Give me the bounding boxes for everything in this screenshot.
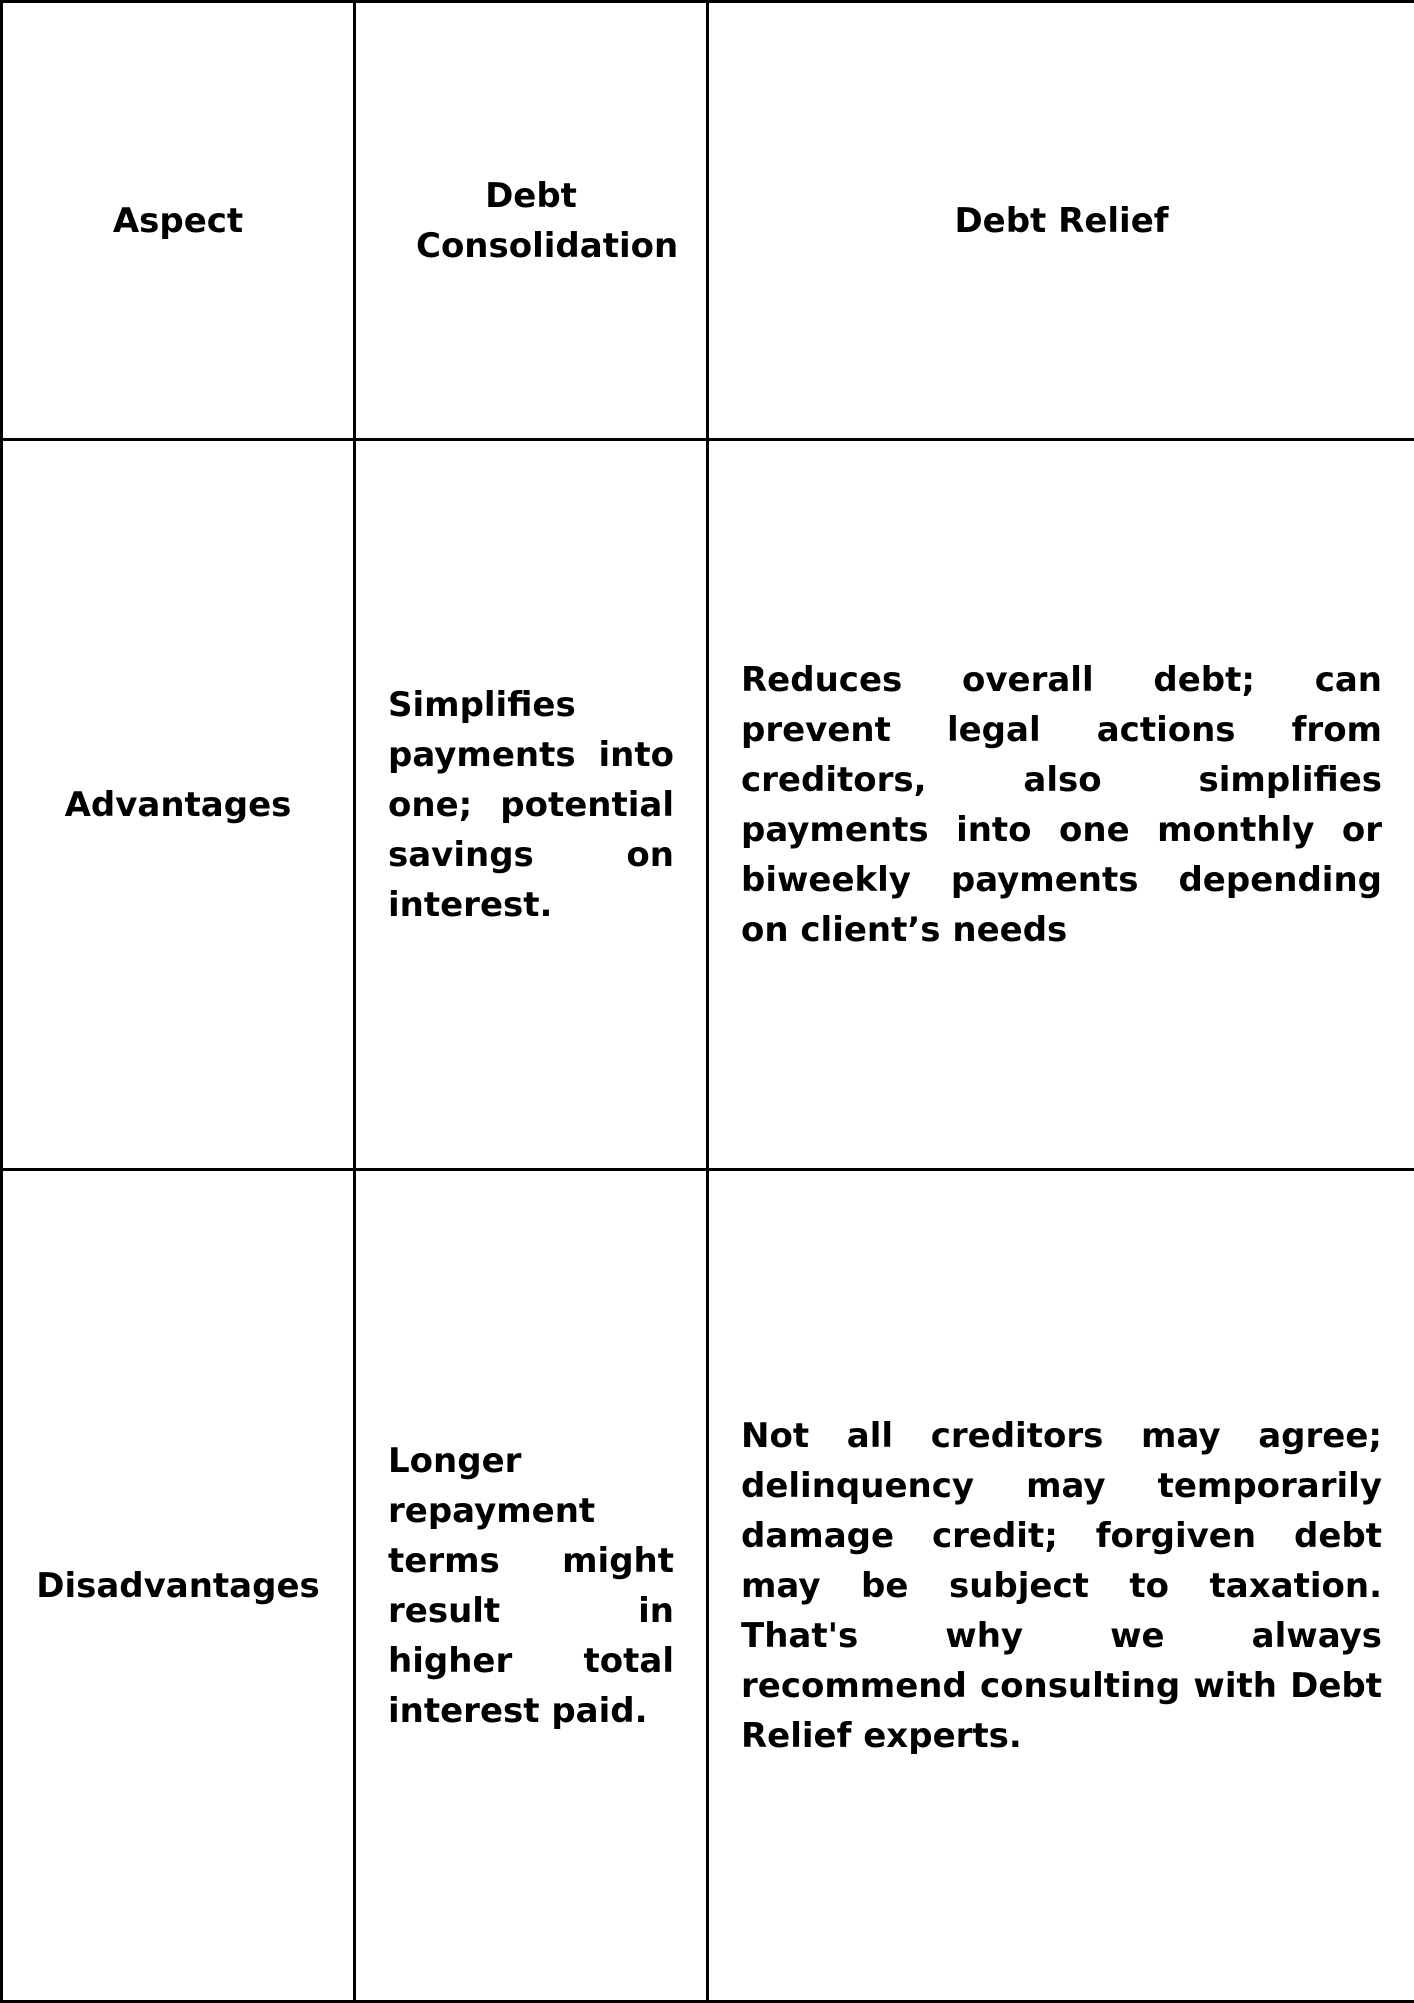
header-debt-consolidation: Debt Consolidation [355, 2, 708, 440]
cell-consolidation-advantages: Simplifies payments into one; potential savings on interest. [355, 440, 708, 1170]
row-label-advantages: Advantages [2, 440, 355, 1170]
header-aspect: Aspect [2, 2, 355, 440]
cell-relief-disadvantages: Not all creditors may agree; delinquency may temporarily damage credit; forgiven debt may be subject to taxation. That's why we always recommend consulting with Debt Relief experts. [708, 1170, 1414, 2002]
table-row [2, 440, 1414, 1170]
table-row [2, 1170, 1414, 2002]
table-header-row [2, 2, 1414, 440]
cell-relief-advantages: Reduces overall debt; can prevent legal actions from creditors, also simplifies payments into one monthly or biweekly payments depending on client’s needs [708, 440, 1414, 1170]
header-debt-relief: Debt Relief [708, 2, 1414, 440]
cell-consolidation-disadvantages: Longer repayment terms might result in higher total interest paid. [355, 1170, 708, 2002]
row-label-disadvantages: Disadvantages [2, 1170, 355, 2002]
